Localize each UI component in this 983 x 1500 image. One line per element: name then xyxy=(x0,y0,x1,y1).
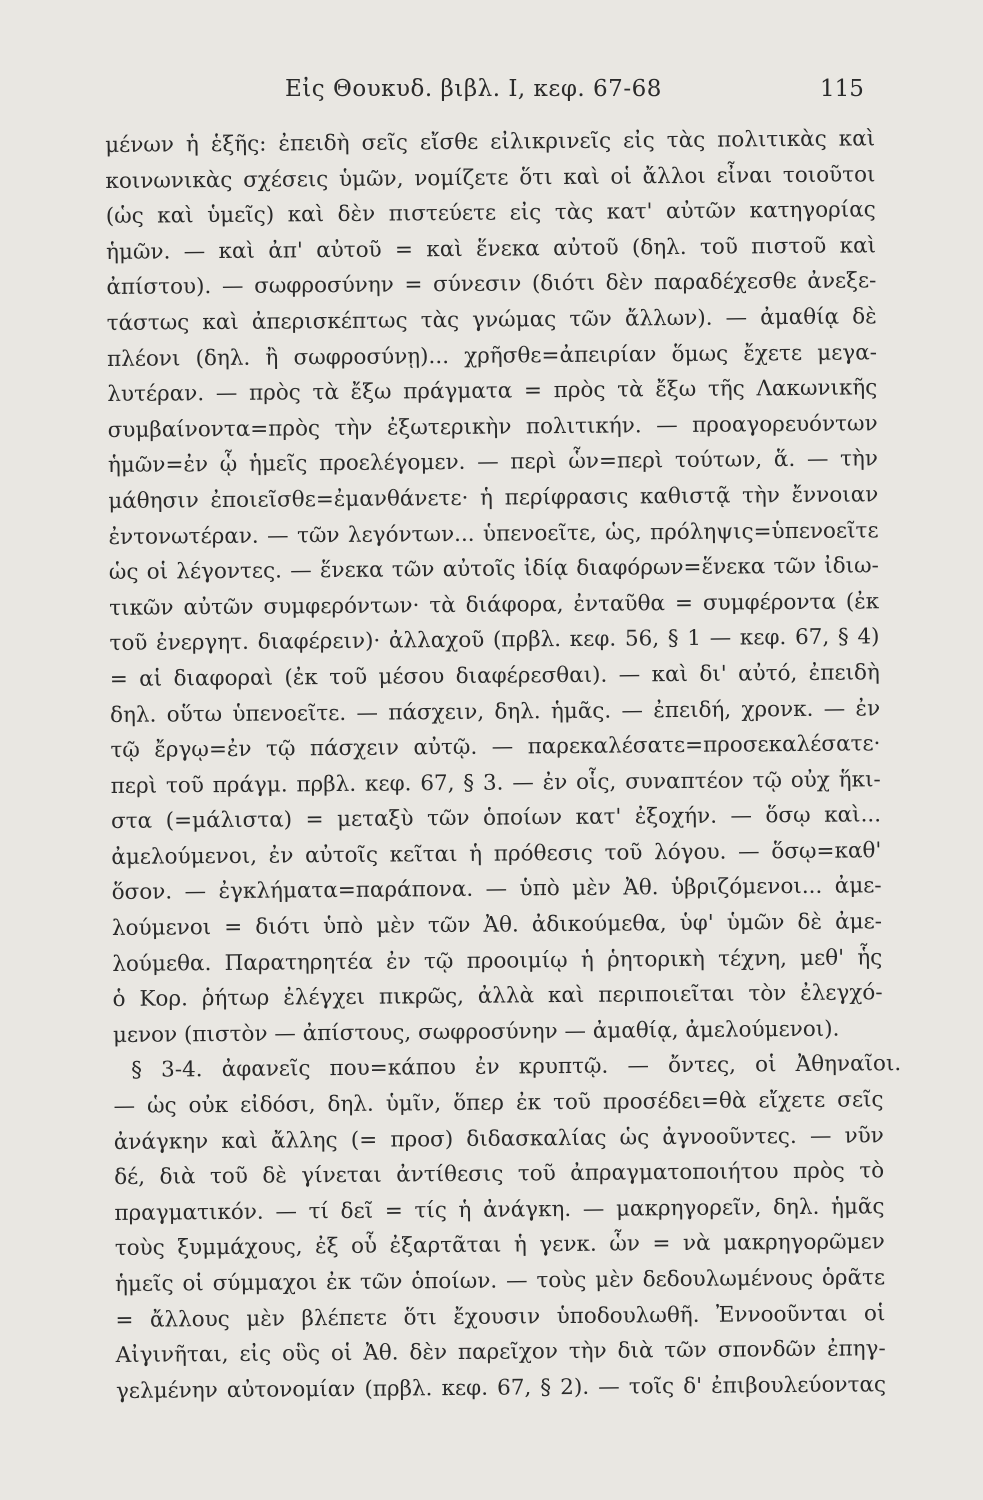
running-title: Εἰς Θουκυδ. βιβλ. I, κεφ. 67-68 xyxy=(285,76,662,102)
text-line: τάστως καὶ ἀπερισκέπτως τὰς γνώμας τῶν ἄλλων). — ἀμαθίᾳ δὲ xyxy=(106,304,877,336)
text-line: (ὡς καὶ ὑμεῖς) καὶ δὲν πιστεύετε εἰς τὰς κατ' αὐτῶν κατηγορίας xyxy=(105,197,876,230)
text-line: ἡμῶν. — καὶ ἀπ' αὐτοῦ = καὶ ἕνεκα αὐτοῦ (δηλ. τοῦ πιστοῦ καὶ xyxy=(105,233,877,265)
text-line: δέ, διὰ τοῦ δὲ γίνεται ἀντίθεσις τοῦ ἀπραγματοποιήτου πρὸς τὸ xyxy=(114,1158,885,1191)
page-number: 115 xyxy=(820,76,864,102)
text-line: μένων ἡ ἑξῆς: ἐπειδὴ σεῖς εἴσθε εἰλικρινεῖς εἰς τὰς πολιτικὰς καὶ xyxy=(105,126,876,158)
text-line: λούμεθα. Παρατηρητέα ἐν τῷ προοιμίῳ ἡ ῥητορικὴ τέχνη, μεθ' ἧς xyxy=(112,944,883,977)
text-line: ὡς οἱ λέγοντες. — ἕνεκα τῶν αὐτοῖς ἰδίᾳ διαφόρων=ἕνεκα τῶν ἰδιω- xyxy=(108,553,879,586)
text-line: πραγματικόν. — τί δεῖ = τίς ἡ ἀνάγκη. — μακρηγορεῖν, δηλ. ἡμᾶς xyxy=(114,1194,885,1226)
commentary-text xyxy=(105,121,902,1409)
text-line: δηλ. οὕτω ὑπενοεῖτε. — πάσχειν, δηλ. ἡμᾶς. — ἐπειδή, χρονκ. — ἐν xyxy=(110,695,881,728)
text-line: ἀπίστου). — σωφροσύνην = σύνεσιν (διότι δὲν παραδέχεσθε ἀνεξε- xyxy=(106,268,877,301)
text-line: ἐντονωτέραν. — τῶν λεγόντων... ὑπενοεῖτε, ὡς, πρόληψις=ὑπενοεῖτε xyxy=(108,517,879,550)
text-line: § 3-4. ἀφανεῖς που=κάπου ἐν κρυπτῷ. — ὄντες, οἱ Ἀθηναῖοι. xyxy=(131,1051,902,1084)
text-line: λυτέραν. — πρὸς τὰ ἔξω πράγματα = πρὸς τὰ ἔξω τῆς Λακωνικῆς xyxy=(107,375,878,408)
text-line: ἀνάγκην καὶ ἄλλης (= προσ) διδασκαλίας ὡς ἀγνοοῦντες. — νῦν xyxy=(113,1122,884,1155)
text-line: στα (=μάλιστα) = μεταξὺ τῶν ὁποίων κατ' ἐξοχήν. — ὅσῳ καὶ... xyxy=(110,802,882,835)
text-line: μενον (πιστὸν — ἀπίστους, σωφροσύνην — ἀμαθίᾳ, ἀμελούμενοι). xyxy=(112,1016,840,1048)
text-line: ὅσον. — ἐγκλήματα=παράπονα. — ὑπὸ μὲν Ἀθ. ὑβριζόμενοι... ἀμε- xyxy=(111,873,882,906)
text-line: = αἱ διαφοραὶ (ἐκ τοῦ μέσου διαφέρεσθαι). — καὶ δι' αὐτό, ἐπειδὴ xyxy=(109,660,880,692)
text-line: ἡμῶν=ἐν ᾧ ἡμεῖς προελέγομεν. — περὶ ὧν=περὶ τούτων, ἅ. — τὴν xyxy=(107,446,879,479)
text-line: — ὡς οὐκ εἰδόσι, δηλ. ὑμῖν, ὅπερ ἐκ τοῦ προσέδει=θὰ εἴχετε σεῖς xyxy=(113,1087,884,1119)
text-line: γελμένην αὐτονομίαν (πρβλ. κεφ. 67, § 2). — τοῖς δ' ἐπιβουλεύοντας xyxy=(115,1372,887,1404)
text-line: κοινωνικὰς σχέσεις ὑμῶν, νομίζετε ὅτι καὶ οἱ ἄλλοι εἶναι τοιοῦτοι xyxy=(105,161,876,194)
text-line: = ἄλλους μὲν βλέπετε ὅτι ἔχουσιν ὑποδουλωθῆ. Ἐννοοῦνται οἱ xyxy=(115,1300,886,1333)
text-line: ἡμεῖς οἱ σύμμαχοι ἐκ τῶν ὁποίων. — τοὺς μὲν δεδουλωμένους ὁρᾶτε xyxy=(114,1265,886,1297)
text-line: τικῶν αὐτῶν συμφερόντων· τὰ διάφορα, ἐνταῦθα = συμφέροντα (ἐκ xyxy=(109,588,880,621)
text-line: μάθησιν ἐποιεῖσθε=ἐμανθάνετε· ἡ περίφρασις καθιστᾷ τὴν ἔννοιαν xyxy=(108,482,879,514)
text-line: τοῦ ἐνεργητ. διαφέρειν)· ἀλλαχοῦ (πρβλ. κεφ. 56, § 1 — κεφ. 67, § 4) xyxy=(109,624,880,657)
text-line: ἀμελούμενοι, ἐν αὐτοῖς κεῖται ἡ πρόθεσις τοῦ λόγου. — ὅσῳ=καθ' xyxy=(111,838,882,870)
text-line: συμβαίνοντα=πρὸς τὴν ἐξωτερικὴν πολιτικήν. — προαγορευόντων xyxy=(107,411,878,443)
text-line: πλέονι (δηλ. ἢ σωφροσύνῃ)... χρῆσθε=ἀπειρίαν ὅμως ἔχετε μεγα- xyxy=(106,339,878,372)
text-line: ὁ Κορ. ῥήτωρ ἐλέγχει πικρῶς, ἀλλὰ καὶ περιποιεῖται τὸν ἐλεγχό- xyxy=(112,980,883,1013)
text-line: Αἰγινῆται, εἰς οὓς οἱ Ἀθ. δὲν παρεῖχον τὴν διὰ τῶν σπονδῶν ἐπηγ- xyxy=(115,1336,886,1369)
page-header xyxy=(0,76,983,116)
text-line: τῷ ἔργῳ=ἐν τῷ πάσχειν αὐτῷ. — παρεκαλέσατε=προσεκαλέσατε· xyxy=(110,731,881,764)
text-line: περὶ τοῦ πράγμ. πρβλ. κεφ. 67, § 3. — ἐν οἷς, συναπτέον τῷ οὐχ ἥκι- xyxy=(110,766,881,799)
text-line: τοὺς ξυμμάχους, ἐξ οὗ ἐξαρτᾶται ἡ γενκ. ὧν = νὰ μακρηγορῶμεν xyxy=(114,1229,885,1262)
text-line: λούμενοι = διότι ὑπὸ μὲν τῶν Ἀθ. ἀδικούμεθα, ὑφ' ὑμῶν δὲ ἀμε- xyxy=(111,909,883,942)
